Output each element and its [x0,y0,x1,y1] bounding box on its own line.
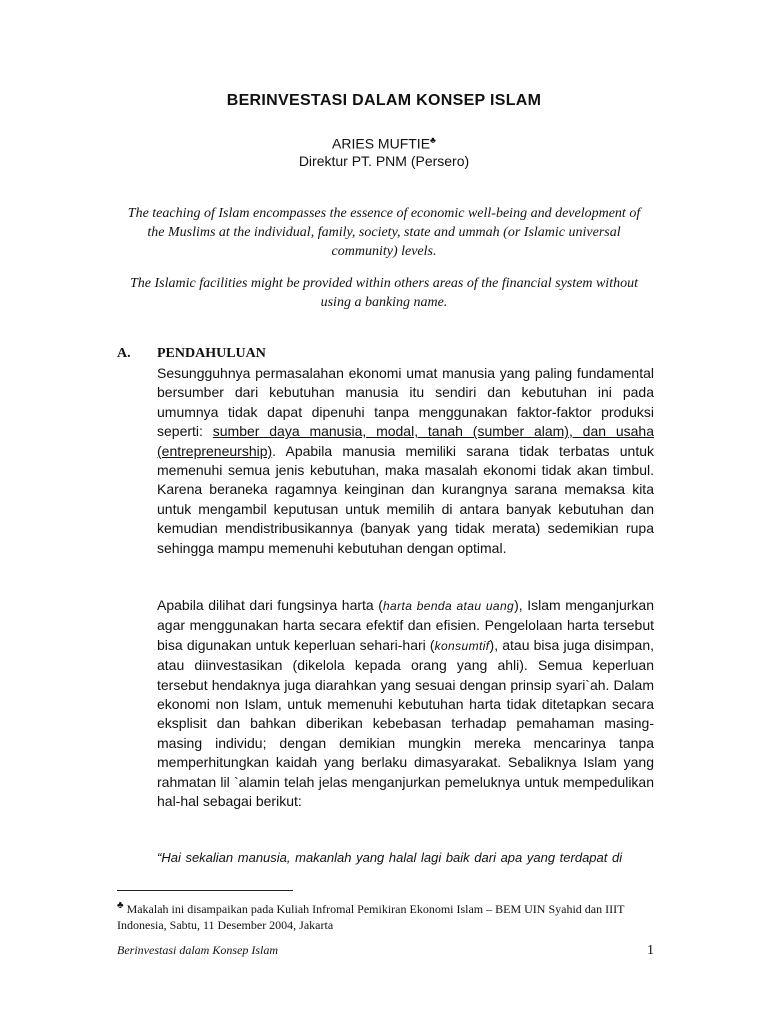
author-name: ARIES MUFTIE [332,135,431,152]
page-number: 1 [647,943,654,958]
paragraph-2-text-c: ), atau bisa juga disimpan, atau diinvestasikan (dikelola kepada orang yang ahli). Semua keperluan tersebut hendaknya juga diarahkan yang sesuai dengan prinsip syari`ah. Dalam ekonomi non Islam, untuk memenuhi kebutuhan harta tidak ditetapkan secara eksplisit dan bahkan diberikan kebebasan terhadap pemahaman masing-masing individu; dengan demikian mungkin mereka mencarinya tanpa memperhitungkan kaidah yang berlaku dimasyarakat. Sebaliknya Islam yang rahmatan lil `alamin telah jelas menganjurkan pemeluknya untuk mempedulikan hal-hal sebagai berikut: [157,636,654,810]
author-footnote-mark: ♣ [430,135,436,145]
section-title: PENDAHULUAN [157,346,266,361]
paragraph-1 [157,364,654,558]
author-position: Direktur PT. PNM (Persero) [298,152,470,169]
emphasis-konsumtif: konsumtif [434,638,490,653]
paragraph-1-text-a: Sesungguhnya permasalahan ekonomi umat manusia yang paling fundamental bersumber dari kebutuhan manusia itu sendiri dan kebutuhan ini pada umumnya tidak dapat dipenuhi tanpa menggunakan faktor-faktor produksi seperti: [157,365,654,440]
paragraph-1-text-b: . Apabila manusia memiliki sarana tidak terbatas untuk memenuhi semua jenis kebutuhan, maka masalah ekonomi tidak akan timbul. Karena beraneka ragamnya keinginan dan kurangnya sarana memaksa kita untuk mengambil keputusan untuk memilih di antara banyak kebutuhan dan kemudian mendistribusikannya (banyak yang tidak merata) sedemikian rupa sehingga mampu memenuhi kebutuhan dengan optimal. [157,442,654,556]
document-title: BERINVESTASI DALAM KONSEP ISLAM [226,92,542,109]
footnote-mark: ♣ [117,900,124,911]
emphasis-harta: harta benda atau uang [382,599,515,613]
footnote-divider [117,890,293,891]
paragraph-2 [157,596,654,811]
footnote-text: Makalah ini disampaikan pada Kuliah Infromal Pemikiran Ekonomi Islam – BEM UIN Syahid dan IIIT Indonesia, Sabtu, 11 Desember 2004, Jakarta [117,902,625,932]
epigraph-quote-1: The teaching of Islam encompasses the essence of economic well-being and development of the Muslims at the individual, family, society, state and ummah (or Islamic universal community) levels. [127,206,641,259]
author-block [0,132,768,170]
quoted-verse: “Hai sekalian manusia, makanlah yang halal lagi baik dari apa yang terdapat di [157,850,623,865]
paragraph-2-text-a: Apabila dilihat dari fungsinya harta ( [157,597,383,613]
section-number: A. [117,346,131,361]
running-footer-title: Berinvestasi dalam Konsep Islam [117,943,278,957]
paragraph-2-text-b: ), Islam menganjurkan agar menggunakan harta secara efektif dan efisien. Pengelolaan harta tersebut bisa digunakan untuk keperluan sehari-hari ( [157,597,654,653]
underlined-phrase: sumber daya manusia, modal, tanah (sumber alam), dan usaha (entrepreneurship) [157,423,654,459]
footnote [117,898,657,933]
epigraph-quote-2: The Islamic facilities might be provided within others areas of the financial system without using a banking name. [130,276,638,310]
